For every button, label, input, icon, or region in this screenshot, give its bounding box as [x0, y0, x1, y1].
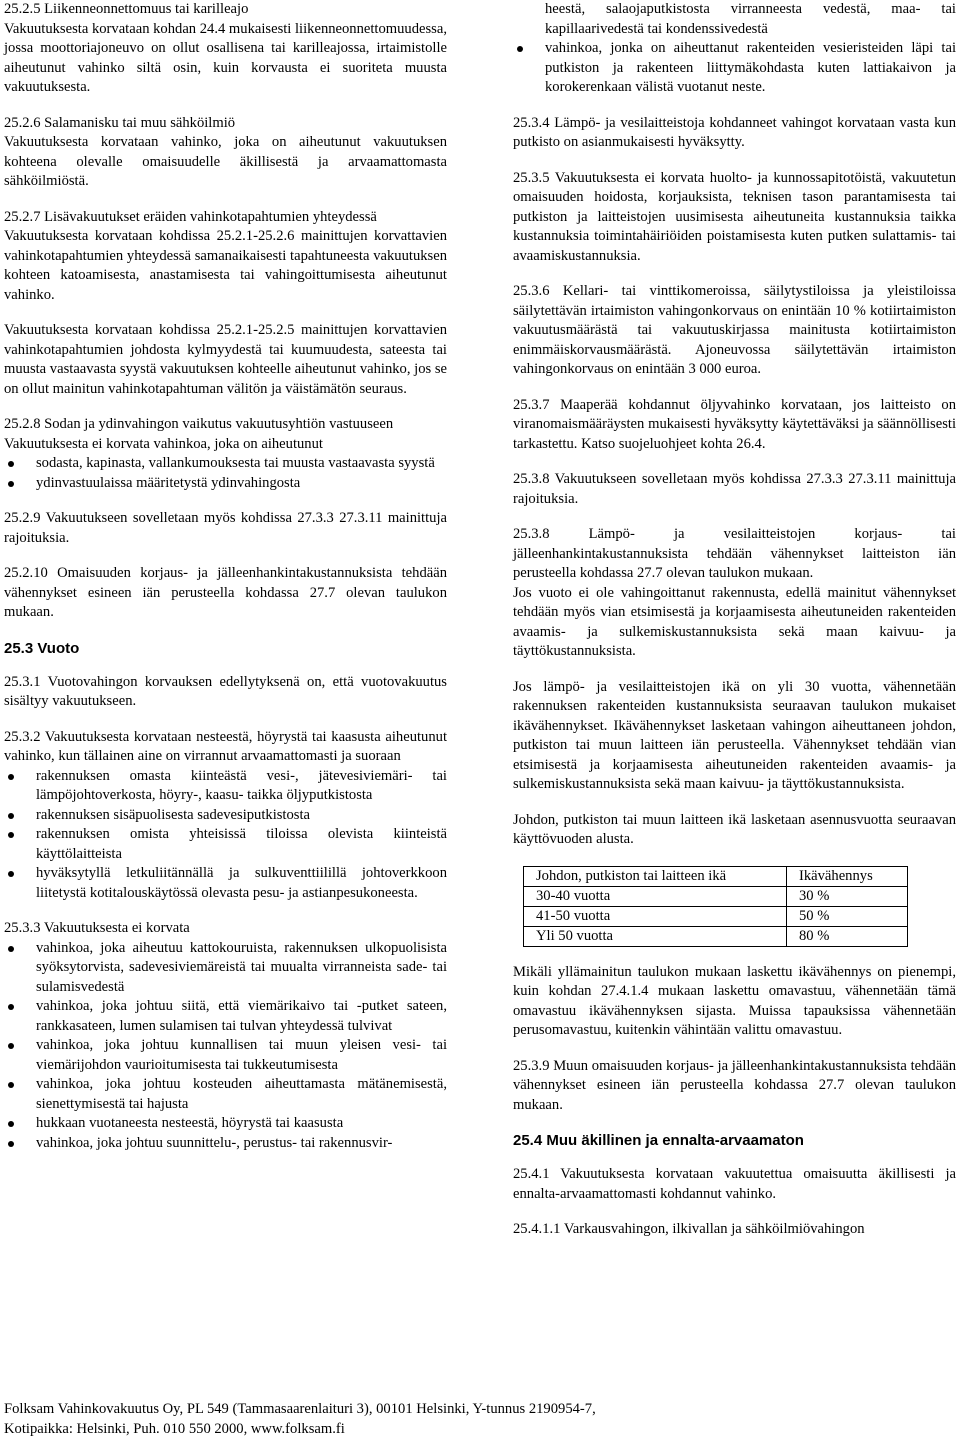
section-heading: 25.2.7 Lisävakuutukset eräiden vahinkotapahtumien yhteydessä	[4, 208, 377, 225]
bullet-icon	[8, 813, 14, 819]
bullet-icon	[8, 1082, 14, 1088]
section-25-3-3	[4, 919, 447, 1153]
left-column	[4, 0, 447, 1153]
section-body: Vakuutuksesta korvataan vahinko, joka on aiheutunut vakuutuksen kohteena olevalle omaisuudelle äkillisestä ja arvaamattomasta sähköilmiöstä.	[4, 134, 447, 189]
section-25-4-1-1: 25.4.1.1 Varkausvahingon, ilkivallan ja sähköilmiövahingon	[513, 1221, 865, 1237]
section-25-2-8	[4, 415, 447, 493]
list-item: vahinkoa, joka johtuu suunnittelu-, perustus- tai rakennusvir-	[4, 1134, 447, 1154]
list-item: rakennuksen omasta kiinteästä vesi-, jätevesiviemäri- tai lämpöjohtoverkosta, höyry-, kaasu- taikka öljyputkistosta	[4, 767, 447, 806]
section-25-3-2	[4, 728, 447, 904]
table-cell: 80 %	[787, 926, 908, 946]
bullet-list	[4, 767, 447, 904]
footer-line: Folksam Vahinkovakuutus Oy, PL 549 (Tammasaarenlaituri 3), 00101 Helsinki, Y-tunnus 2190954-7,	[4, 1401, 596, 1417]
table-row	[524, 906, 908, 926]
bullet-icon	[8, 1004, 14, 1010]
section-25-3-9: 25.3.9 Muun omaisuuden korjaus- ja jälleenhankintakustannuksista tehdään vähennykset esineen iän perusteella kohdassa 27.7 olevan taulukon mukaan.	[513, 1057, 956, 1113]
section-25-3-8b	[513, 525, 956, 662]
section-25-2-9: 25.2.9 Vakuutukseen sovelletaan myös kohdissa 27.3.3 27.3.11 mainittuja rajoituksia.	[4, 510, 447, 546]
section-25-2-10: 25.2.10 Omaisuuden korjaus- ja jälleenhankintakustannuksista tehdään vähennykset esineen iän perusteella kohdassa 27.7 olevan taulukon mukaan.	[4, 565, 447, 620]
bullet-icon	[8, 1043, 14, 1049]
age-deduction-table	[523, 866, 908, 947]
list-item: rakennuksen sisäpuolisesta sadevesiputkistosta	[4, 806, 447, 826]
section-25-3-8a: 25.3.8 Vakuutukseen sovelletaan myös kohdissa 27.3.3 27.3.11 mainittuja rajoituksia.	[513, 471, 956, 507]
table-cell: 30-40 vuotta	[524, 886, 787, 906]
section-25-2-5	[4, 0, 447, 98]
list-item: vahinkoa, joka aiheutuu kattokouruista, rakennuksen ulkopuolisista syöksytorvista, sadevesiviemäreistä tai muualta virranneista sade- tai sulamisvedestä	[4, 939, 447, 998]
table-header-row	[524, 866, 908, 886]
list-item: vahinkoa, jonka on aiheuttanut rakenteiden vesieristeiden läpi tai putkiston ja rakenteen liittymäkohdasta kuten lattiakaivon ja korokerenkaan välistä vuotanut neste.	[513, 39, 956, 98]
list-item: sodasta, kapinasta, vallankumouksesta tai muusta vastaavasta syystä	[4, 454, 447, 474]
list-item: hyväksytyllä letkuliitännällä ja sulkuventtiilillä johtoverkkoon liitetystä kotitalouskäytössä olevasta pesu- ja astianpesukoneesta.	[4, 864, 447, 903]
page-footer	[4, 1400, 954, 1439]
list-item: rakennuksen omista yhteisissä tiloissa olevista kiinteistä käyttölaitteista	[4, 825, 447, 864]
section-intro: Vakuutuksesta ei korvata vahinkoa, joka on aiheutunut	[4, 435, 323, 452]
section-title-25-4: 25.4 Muu äkillinen ja ennalta-arvaamaton	[513, 1132, 804, 1149]
bullet-icon	[8, 774, 14, 780]
bullet-icon	[8, 871, 14, 877]
section-body: Jos vuoto ei ole vahingoittanut rakennusta, edellä mainitut vähennykset tehdään myös vian etsimisestä ja korjaamisesta aiheutuneiden rakenteiden avaamis- ja sulkemiskustannuksista sekä maan kaivuu- ja täyttökustannuksista.	[513, 584, 956, 659]
bullet-icon	[8, 461, 14, 467]
table-cell: Yli 50 vuotta	[524, 926, 787, 946]
bullet-icon	[8, 1141, 14, 1147]
table-cell: 30 %	[787, 886, 908, 906]
section-heading: 25.2.6 Salamanisku tai muu sähköilmiö	[4, 114, 236, 131]
table-row	[524, 886, 908, 906]
section-25-3-5: 25.3.5 Vakuutuksesta ei korvata huolto- ja kunnossapitotöistä, vakuutetun omaisuuden hoidosta, korjauksista, teknisen tason parantamisesta tai putkiston ja laitteistojen uusimisesta aiheutuneita kustannuksia taikka kustannuksia toimintahäiriöiden poistamisesta kuten putken sulattamis- tai avaamiskustannuksia.	[513, 169, 956, 264]
bullet-icon	[8, 832, 14, 838]
bullet-list-continued	[513, 0, 956, 98]
section-heading: 25.2.8 Sodan ja ydinvahingon vaikutus vakuutusyhtiön vastuuseen	[4, 416, 394, 432]
section-heading: 25.3.3 Vakuutuksesta ei korvata	[4, 920, 190, 936]
bullet-icon	[8, 1121, 14, 1127]
list-item: hukkaan vuotaneesta nesteestä, höyrystä tai kaasusta	[4, 1114, 447, 1134]
list-item: vahinkoa, joka johtuu kunnallisen tai muun yleisen vesi- tai viemärijohdon vaurioitumisesta tai tukkeutumisesta	[4, 1036, 447, 1075]
right-column	[513, 0, 956, 1240]
list-item: ydinvastuulaissa määritetystä ydinvahingosta	[4, 474, 447, 494]
section-body: Vakuutuksesta korvataan kohdissa 25.2.1-25.2.5 mainittujen korvattavien vahinkotapahtumien johdosta kylmyydestä tai kuumuudesta, sateesta tai muusta vastaavasta syystä vakuutuksen kohteelle aiheutunut vahinko, jos se on ollut mainitun vahinkotapahtuman välitön ja väistämätön seuraus.	[4, 322, 447, 397]
section-intro: 25.3.2 Vakuutuksesta korvataan nesteestä, höyrystä tai kaasusta aiheutunut vahinko, kun tällainen aine on virrannut arvaamattomasti ja suoraan	[4, 728, 447, 764]
bullet-list	[4, 454, 447, 493]
list-item: vahinkoa, joka johtuu siitä, että viemärikaivo tai -putket sateen, rankkasateen, lumen sulamisen tai tulvan yhteydessä tulvivat	[4, 997, 447, 1036]
list-item: heestä, salaojaputkistosta virranneesta vedestä, maa- tai kapillaarivedestä tai kondenssivedestä	[545, 1, 956, 37]
list-item: vahinkoa, joka johtuu kosteuden aiheuttamasta mätänemisestä, sienettymisestä tai hajusta	[4, 1075, 447, 1114]
table-row	[524, 926, 908, 946]
section-body: 25.3.8 Lämpö- ja vesilaitteistojen korjaus- tai jälleenhankintakustannuksista tehdään vähennykset laitteiston iän perusteella kohdassa 27.7 olevan taulukon mukaan.	[513, 526, 956, 581]
section-body: Vakuutuksesta korvataan kohdissa 25.2.1-25.2.6 mainittujen korvattavien vahinkotapahtumien yhteydessä samanaikaisesti tapahtuneesta vakuutuksen kohteen katoamisesta, anastamisesta tai vahingoittumisesta aiheutunut vahinko.	[4, 228, 447, 303]
section-25-3-6: 25.3.6 Kellari- tai vinttikomeroissa, säilytystiloissa ja yleistiloissa säilytettävän irtaimiston vahingonkorvaus on enintään 10 % kotiirtaimiston vakuutusmäärästä tai vakuutuskirjassa mainitusta kotiirtaimiston enimmäiskorvausmäärästä. Ajoneuvossa säilytettävän irtaimiston vahingonkorvaus on enintään 3 000 euroa.	[513, 283, 956, 377]
table-header-cell: Ikävähennys	[787, 866, 908, 886]
bullet-icon	[8, 946, 14, 952]
age-deduction-paragraph: Jos lämpö- ja vesilaitteistojen ikä on yli 30 vuotta, vähennetään rakennuksen rakenteiden kustannuksista seuraavan taulukon mukaiset ikävähennykset. Ikävähennykset lasketaan vahingon aiheuttaneen johdon, putkiston tai muun laitteen iän perusteella. Vähennykset tehdään vian etsimisestä ja korjaamisesta aiheutuneiden rakenteiden avaamis- ja sulkemiskustannuksista sekä maan kaivuu- ja täyttökustannuksista.	[513, 678, 956, 792]
table-header-cell: Johdon, putkiston tai laitteen ikä	[524, 866, 787, 886]
section-heading: 25.2.5 Liikenneonnettomuus tai karilleajo	[4, 1, 249, 17]
table-cell: 50 %	[787, 906, 908, 926]
section-25-3-7: 25.3.7 Maaperää kohdannut öljyvahinko korvataan, jos laitteisto on viranomaismääräysten mukaisesti hyväksytty käytettäväksi ja säännöllisesti tarkastettu. Katso suojeluohjeet kohta 26.4.	[513, 396, 956, 452]
section-25-2-6	[4, 114, 447, 192]
bullet-icon	[8, 481, 14, 487]
section-title-25-3: 25.3 Vuoto	[4, 639, 80, 657]
section-25-2-7	[4, 208, 447, 400]
section-25-3-1: 25.3.1 Vuotovahingon korvauksen edellytyksenä on, että vuotovakuutus sisältyy vakuutukseen.	[4, 673, 447, 709]
footer-line: Kotipaikka: Helsinki, Puh. 010 550 2000, www.folksam.fi	[4, 1420, 345, 1437]
section-body: Vakuutuksesta korvataan kohdan 24.4 mukaisesti liikenneonnettomuudessa, jossa moottoriajoneuvo on ollut osallisena tai karilleajossa, irtaimistolle aiheutunut vahinko siltä osin, kuin korvausta ei suoriteta muusta vakuutuksesta.	[4, 20, 447, 95]
section-25-4-1: 25.4.1 Vakuutuksesta korvataan vakuutettua omaisuutta äkillisesti ja ennalta-arvaamattomasti kohdannut vahinko.	[513, 1166, 956, 1202]
section-25-3-4: 25.3.4 Lämpö- ja vesilaitteistoja kohdanneet vahingot korvataan vasta kun putkisto on asianmukaisesti hyväksytty.	[513, 114, 956, 150]
bullet-list	[4, 939, 447, 1154]
after-table-paragraph: Mikäli yllämainitun taulukon mukaan laskettu ikävähennys on pienempi, kuin kohdan 27.4.1.4 mukaan laskettu omavastuu, vähennetään tämä omavastuu ikävähennyksen sijasta. Muissa tapauksissa vähennetään perusomavastuu, kuitenkin vähintään valittu omavastuu.	[513, 963, 956, 1038]
table-cell: 41-50 vuotta	[524, 906, 787, 926]
age-calculation-paragraph: Johdon, putkiston tai muun laitteen ikä lasketaan asennusvuotta seuraavan käyttövuoden alusta.	[513, 811, 956, 847]
bullet-icon	[517, 46, 523, 52]
